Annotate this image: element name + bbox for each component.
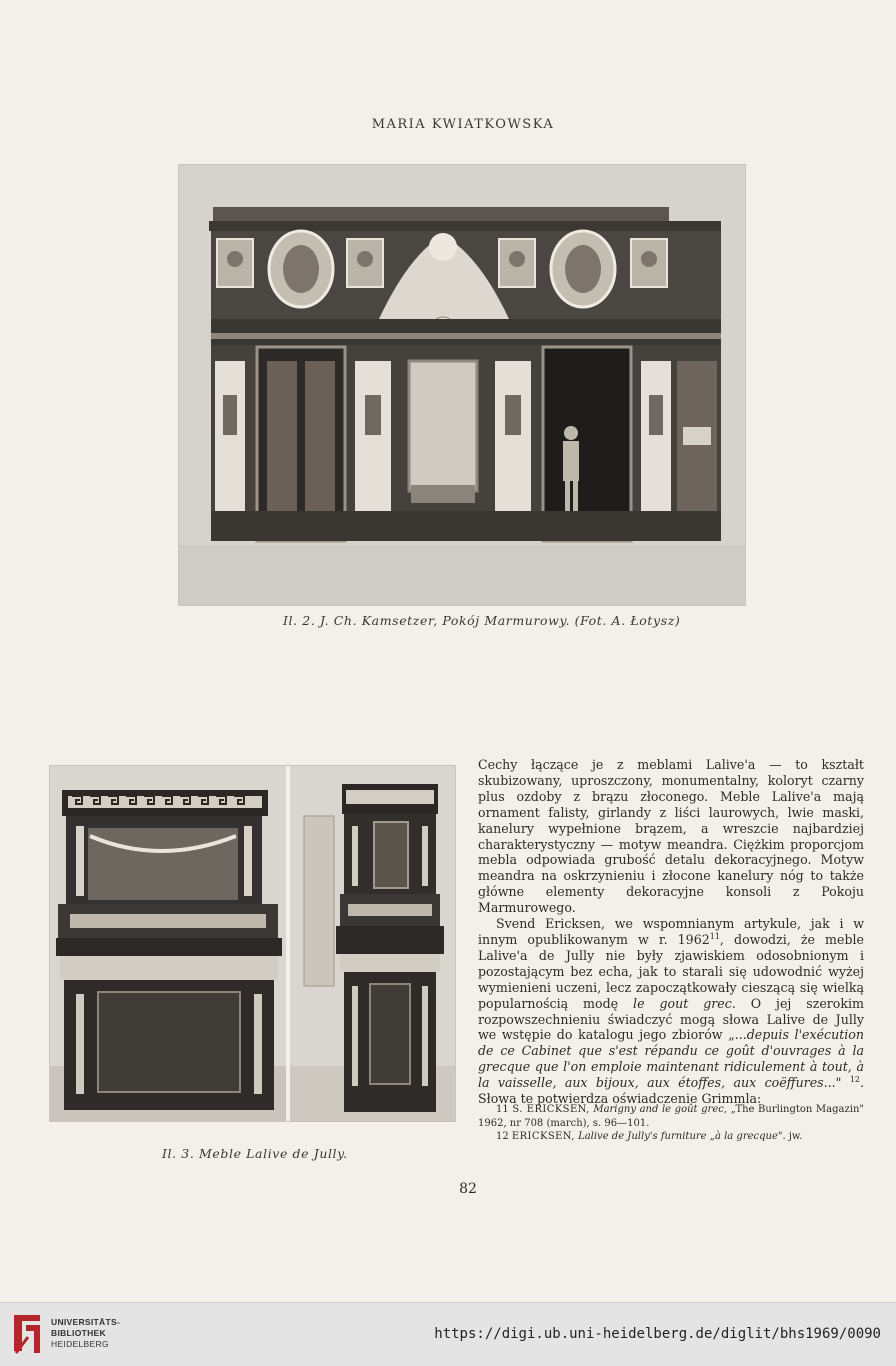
figure-2-caption: Il. 2. J. Ch. Kamsetzer, Pokój Marmurowy. (Fot. A. Łotysz) [283, 613, 681, 628]
footnote-number: 11 [496, 1104, 509, 1115]
footnote-ref-12: 12 [849, 1074, 860, 1084]
french-quotation: ...depuis l'exécution de ce Cabinet que s'est répandu ce goût d'ouvrages à la grecque que l'on emploie maintenant ridiculement à tout, à la vaisselle, aux bijoux, aux étoffes, aux coëffures... [478, 1027, 864, 1091]
paragraph-1: Cechy łączące je z meblami Lalive'a — to kształt skubizowany, uproszczony, monumentalny, koloryt czarny plus ozdoby z brązu złoconego. Meble Lalive'a mają ornament falisty, girlandy z liści laurowych, lwie maski, kanelury wypełnione brązem, a wreszcie najbardziej charakterystyczny — motyw meandra. Ciężkim proporcjom mebla odpowiada grubość detalu dekoracyjnego. Motyw meandra na oskrzynieniu i złocone kanelury nóg to także główne elementy dekoracyjne konsoli z Pokoju Marmurowego. [478, 757, 864, 916]
footnote-author: ERICKSEN, [511, 1131, 575, 1142]
logo-line: UNIVERSITÄTS- [51, 1317, 121, 1327]
figure-marble-room-photo [178, 164, 746, 606]
figure-furniture-photo [49, 765, 456, 1122]
paragraph-2-text: . O jej szerokim rozpowszechnieniu świadczyć mogą słowa Lalive de Jully we wstępie do katalogu jego zbiorów „ [478, 995, 864, 1043]
paragraph-2-text: , dowodzi, że meble Lalive'a de Jully nie były zjawiskiem odosobnionym i pozostającym bez echa, jak to starali się udowodnić wyżej wymienieni uczeni, lecz zapoczątkowały cieszącą się wielką popularnością modę [478, 931, 864, 1011]
footnote-citation: „The Burlington Magazin" 1962, nr 708 (march), s. 96—101. [478, 1104, 864, 1129]
running-head: MARIA KWIATKOWSKA [371, 117, 555, 132]
footnote-author: S. ERICKSEN, [512, 1104, 590, 1115]
page-number: 82 [459, 1181, 477, 1197]
furniture-illustration [50, 766, 455, 1121]
paragraph-2 [478, 916, 864, 1107]
marble-room-illustration [179, 165, 745, 605]
permalink-url[interactable]: https://digi.ub.uni-heidelberg.de/diglit/bhs1969/0090 [434, 1326, 881, 1342]
footnotes [478, 1103, 864, 1144]
paragraph-2-text: . Słowa te potwierdza oświadczenie Grimmla: [478, 1075, 865, 1107]
figure-3-caption: Il. 3. Meble Lalive de Jully. [162, 1146, 348, 1161]
footnote-title: Lalive de Jully's furniture „à la grecque". [578, 1131, 786, 1142]
footnote-ref-11: 11 [709, 931, 720, 941]
footnote-title: Marigny and le goût grec, [593, 1104, 728, 1115]
footer-bar [0, 1302, 896, 1366]
body-text [478, 757, 864, 1107]
footnote-number: 12 [496, 1131, 509, 1142]
paragraph-2-text: " [835, 1075, 850, 1091]
library-logo-text[interactable] [51, 1317, 120, 1350]
logo-line: BIBLIOTHEK [51, 1328, 106, 1338]
footnote-citation: jw. [785, 1131, 803, 1142]
italic-phrase: le gout grec [633, 995, 732, 1011]
footnote-12 [478, 1130, 864, 1144]
logo-line: HEIDELBERG [51, 1339, 109, 1349]
library-logo-icon[interactable] [10, 1311, 44, 1357]
paragraph-2-text: Svend Ericksen, we wspomnianym artykule, jak i w innym opublikowanym w r. 1962 [478, 916, 864, 947]
footnote-11 [478, 1103, 864, 1130]
